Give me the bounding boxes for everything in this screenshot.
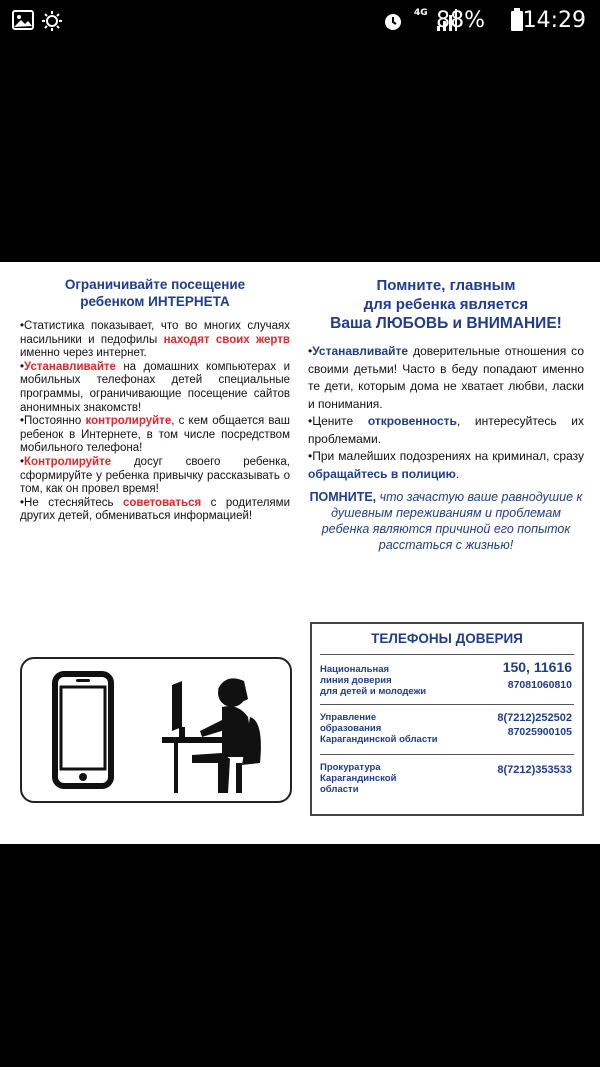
hotline-number-2a[interactable]: 8(7212)252502 — [497, 712, 572, 724]
clock: 14:29 — [522, 8, 586, 33]
left-paragraph-2: •Устанавливайте на домашних компьютерах и мобильных телефонах детей специальные программы, ограничивающие посещение сайтов анонимных знакомств! — [20, 360, 290, 414]
alarm-icon — [382, 10, 404, 32]
left-paragraph-4: •Контролируйте досуг своего ребенка, сформируйте у ребенка привычку рассказывать о том, как он провел время! — [20, 455, 290, 496]
left-paragraph-3: •Постоянно контролируйте, с кем общается ваш ребенок в Интернете, в том числе посредством мобильного телефона! — [20, 415, 290, 455]
child-at-computer-icon — [152, 667, 276, 795]
hotline-number-1b[interactable]: 87081060810 — [507, 679, 572, 691]
hotline-title: ТЕЛЕФОНЫ ДОВЕРИЯ — [371, 631, 523, 646]
hotline-org-2: Управление образования Карагандинской области — [320, 712, 438, 745]
divider — [320, 754, 574, 755]
illustration-box — [20, 657, 292, 803]
right-heading: Помните, главным для ребенка является Ваша ЛЮБОВЬ и ВНИМАНИЕ! — [330, 277, 562, 332]
right-paragraph-2: •Цените откровенность, интересуйтесь их проблемами. — [308, 414, 584, 446]
left-heading: Ограничивайте посещение ребенком ИНТЕРНЕТА — [64, 277, 246, 309]
poster-image[interactable] — [0, 262, 600, 844]
status-bar — [0, 0, 600, 42]
left-paragraph-5: •Не стесняйтесь советоваться с родителями других детей, обмениваться информацией! — [20, 496, 290, 523]
network-type: 4G — [414, 8, 428, 18]
left-column — [20, 276, 290, 524]
hotline-number-3[interactable]: 8(7212)353533 — [497, 764, 572, 776]
smartphone-icon — [52, 671, 114, 789]
divider — [320, 654, 574, 655]
blue-light-filter-icon — [40, 10, 64, 32]
hotline-org-3: Прокуратура Карагандинской области — [320, 762, 397, 795]
reminder-text: ПОМНИТЕ, что зачастую ваше равнодушие к душевным переживаниям и проблемам ребенка являются причиной его попыток расстаться с жизнью! — [309, 490, 583, 552]
right-paragraph-1: •Устанавливайте доверительные отношения со своими детьми! Часто в беду попадают именно те дети, которым дома не хватает любви, ласки и понимания. — [308, 344, 584, 411]
divider — [320, 704, 574, 705]
hotline-org-1: Национальная линия доверия для детей и молодежи — [320, 664, 427, 697]
right-column — [308, 276, 584, 553]
gallery-icon — [12, 10, 34, 30]
hotline-number-1a[interactable]: 150, 11616 — [502, 659, 572, 675]
hotline-box — [310, 622, 584, 816]
battery-percent: 88% — [436, 8, 485, 33]
left-paragraph-1: •Статистика показывает, что во многих случаях насильники и педофилы находят своих жертв именно через интернет. — [20, 320, 290, 360]
hotline-number-2b[interactable]: 87025900105 — [507, 726, 572, 738]
right-paragraph-3: •При малейших подозрениях на криминал, сразу обращайтесь в полицию. — [308, 449, 584, 481]
